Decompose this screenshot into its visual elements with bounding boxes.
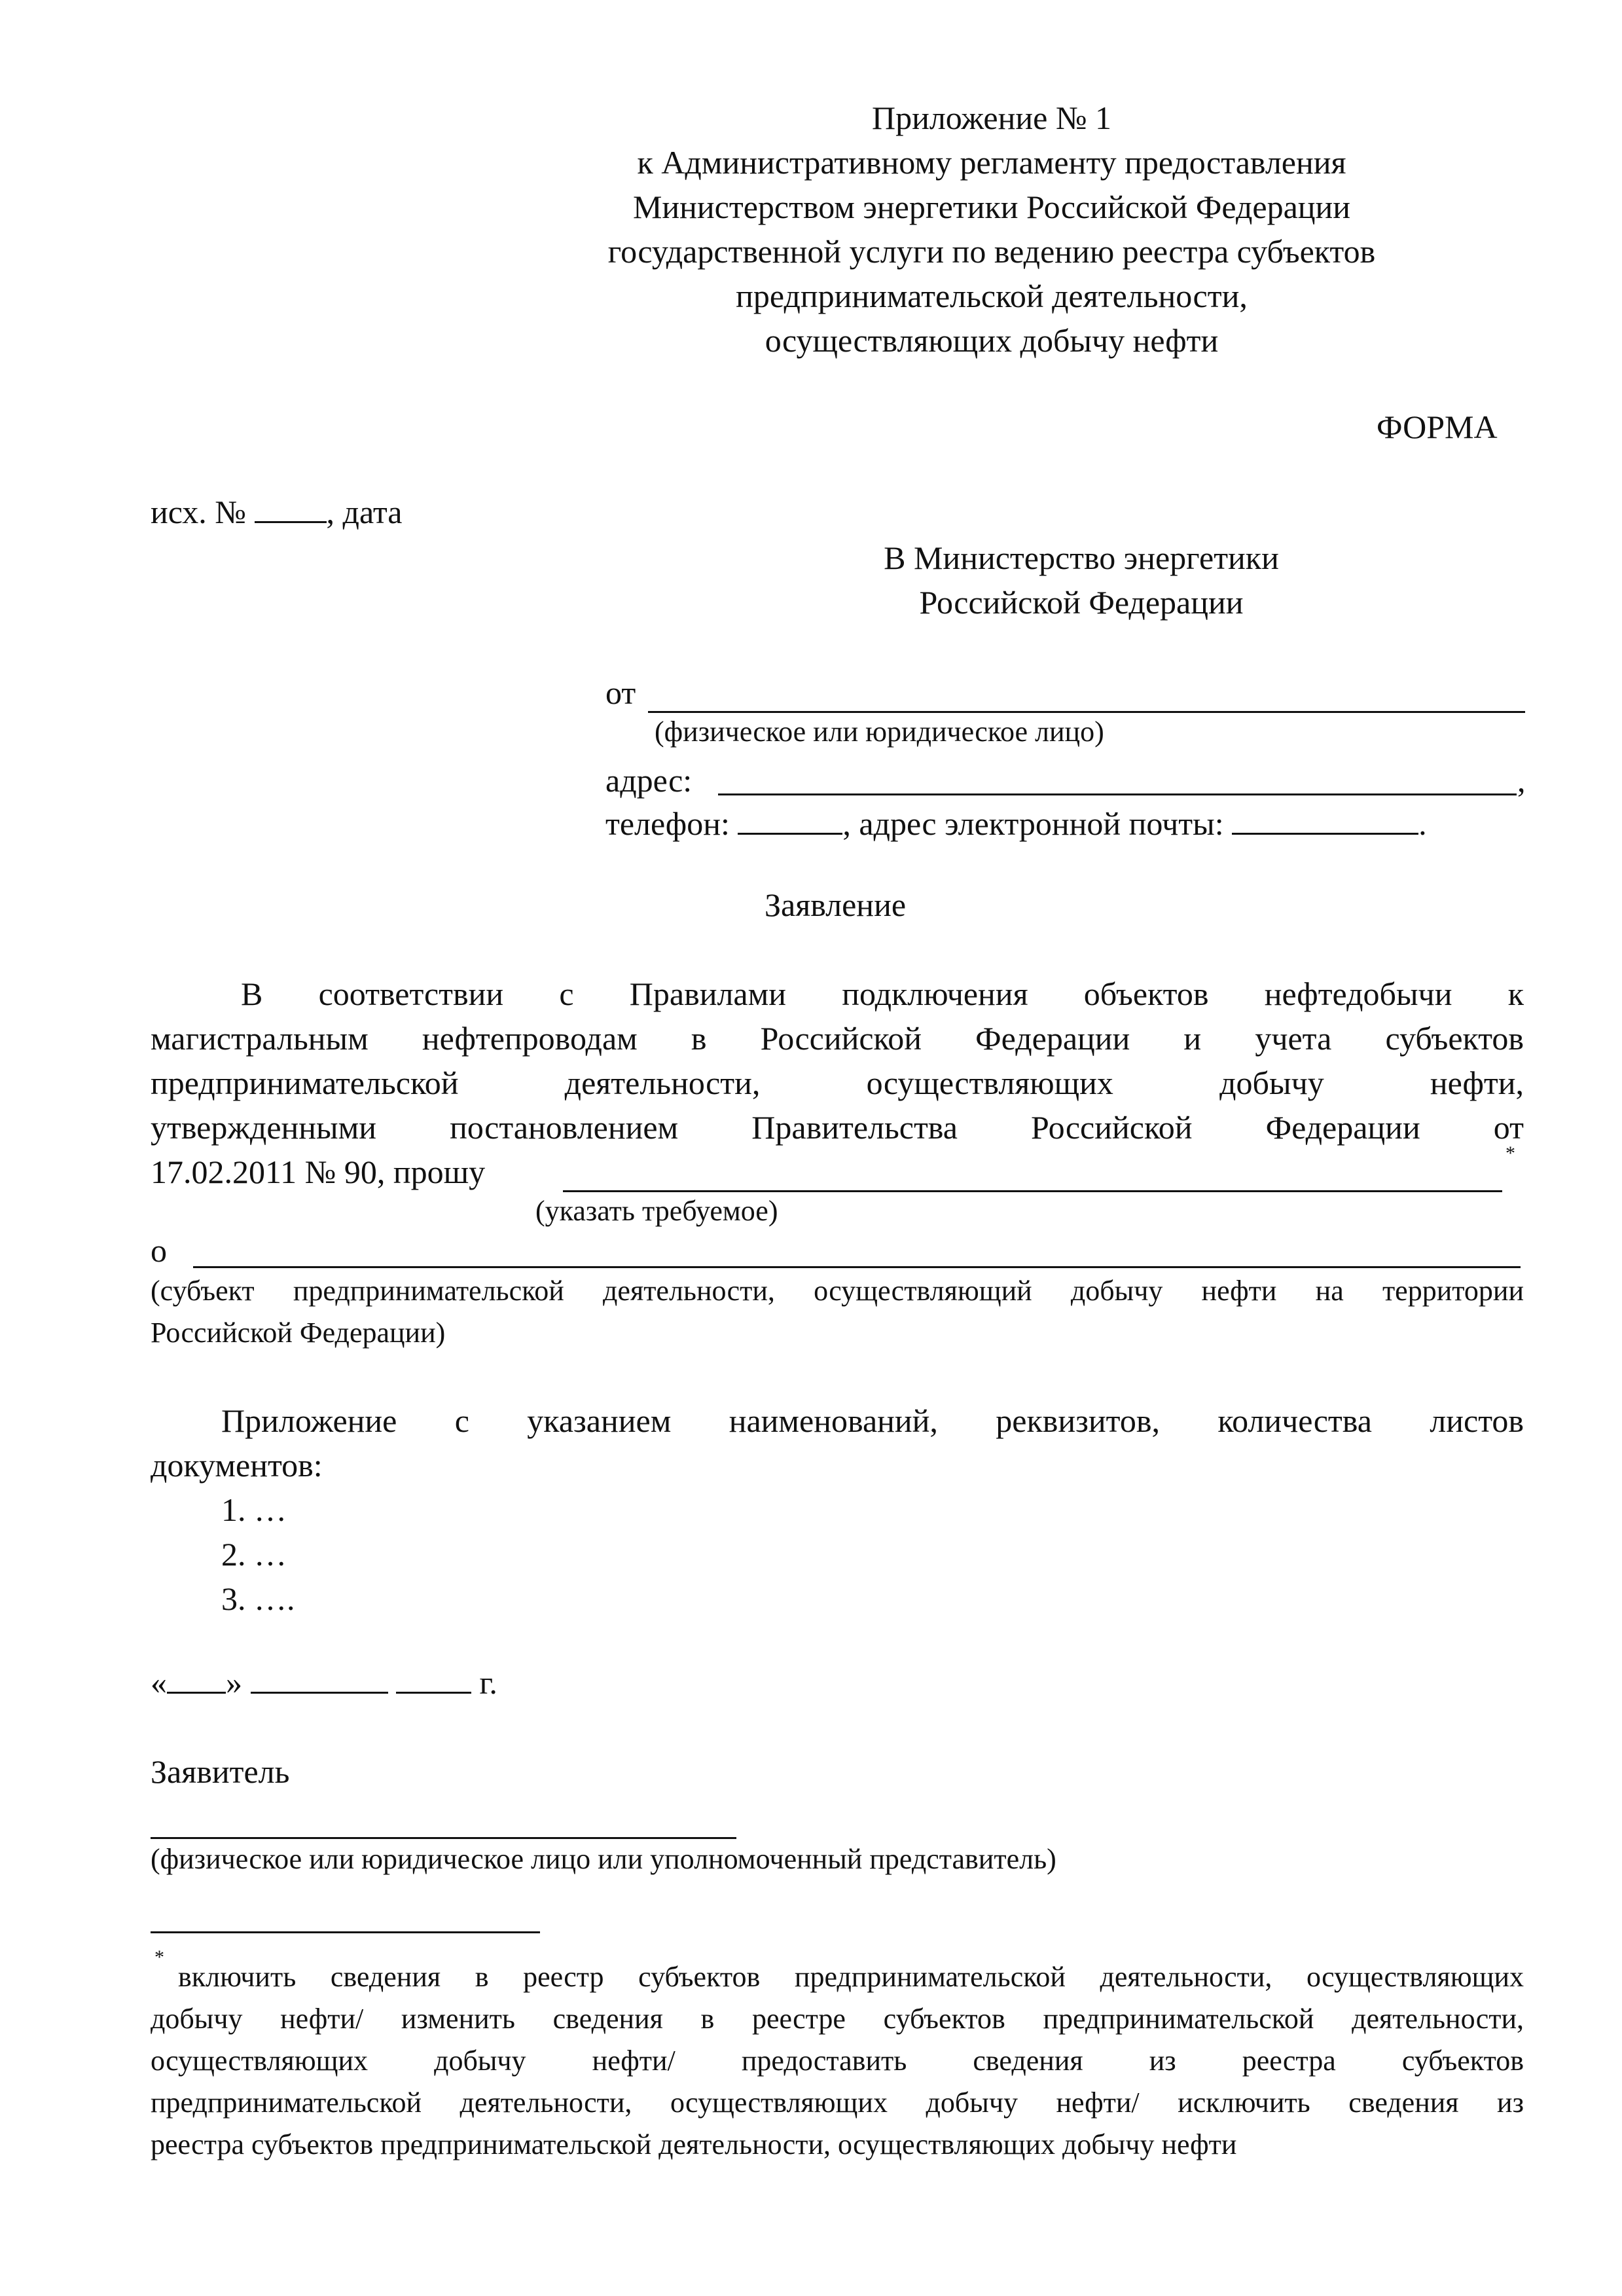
attachment-item: 3. …. (221, 1580, 295, 1617)
applicant-signature-field[interactable] (151, 1837, 736, 1839)
header-line-5: предпринимательской деятельности, (736, 278, 1248, 314)
subject-field[interactable] (193, 1266, 1521, 1268)
header-line-4: государственной услуги по ведению реестра субъектов (607, 233, 1376, 270)
footnote-line-2: добычу нефти/ изменить сведения в реестре субъектов предпринимательской деятельности, (151, 2003, 1524, 2035)
applicant-hint: (физическое или юридическое лицо или уполномоченный представитель) (151, 1843, 1056, 1875)
subject-hint-line-2: Российской Федерации) (151, 1317, 446, 1349)
addressee-line-2: Российской Федерации (919, 584, 1244, 621)
footnote-line-1: включить сведения в реестр субъектов предпринимательской деятельности, осуществляющих (178, 1961, 1524, 1993)
date-open-quote: « (151, 1664, 167, 1701)
body-line-5-prefix: 17.02.2011 № 90, прошу (151, 1154, 486, 1190)
phone-label: телефон: (605, 805, 730, 842)
body-line-3: предпринимательской деятельности, осуществляющих добычу нефти, (151, 1065, 1524, 1101)
footnote-line-4: предпринимательской деятельности, осуществляющих добычу нефти/ исключить сведения из (151, 2086, 1524, 2119)
from-hint: (физическое или юридическое лицо) (655, 716, 1104, 748)
phone-email-line (605, 804, 1427, 843)
footnote-mark: * (154, 1946, 164, 1968)
date-line (151, 1663, 497, 1702)
email-period: . (1418, 805, 1427, 842)
attachments-intro-line-2: документов: (151, 1447, 323, 1484)
address-field[interactable] (718, 793, 1517, 795)
header-line-3: Министерством энергетики Российской Федерации (632, 189, 1351, 225)
address-label: адрес: (605, 762, 693, 799)
footnote-line-3: осуществляющих добычу нефти/ предоставить сведения из реестра субъектов (151, 2045, 1524, 2077)
form-label: ФОРМА (1377, 409, 1498, 445)
header-line-6: осуществляющих добычу нефти (765, 322, 1219, 359)
addressee-line-1: В Министерство энергетики (884, 539, 1279, 576)
date-day-field[interactable] (167, 1666, 226, 1694)
footnote-ref: * (1505, 1142, 1515, 1164)
footnote-line-5: реестра субъектов предпринимательской деятельности, осуществляющих добычу нефти (151, 2128, 1237, 2160)
phone-field[interactable] (738, 807, 842, 835)
from-label: от (605, 674, 636, 711)
email-field[interactable] (1232, 807, 1418, 835)
date-month-field[interactable] (251, 1666, 388, 1694)
attachment-item: 1. … (221, 1491, 287, 1528)
about-label: о (151, 1232, 167, 1269)
document-title: Заявление (764, 886, 907, 923)
from-field[interactable] (648, 711, 1525, 713)
date-year-suffix: г. (479, 1664, 497, 1701)
header-line-2: к Административному регламенту предоставления (637, 144, 1346, 181)
attachment-item: 2. … (221, 1536, 287, 1573)
body-line-2: магистральным нефтепроводам в Российской Федерации и учета субъектов (151, 1020, 1524, 1057)
body-line-4: утвержденными постановлением Правительства Российской Федерации от (151, 1109, 1524, 1146)
outgoing-number-line (151, 492, 403, 532)
outgoing-prefix: исх. № (151, 494, 246, 530)
appendix-number: Приложение № 1 (871, 100, 1112, 136)
address-comma: , (1517, 762, 1526, 799)
request-field[interactable] (563, 1190, 1502, 1192)
date-year-field[interactable] (396, 1666, 471, 1694)
body-line-1: В соответствии с Правилами подключения объектов нефтедобычи к (241, 975, 1524, 1012)
applicant-label: Заявитель (151, 1753, 290, 1790)
subject-hint-line-1: (субъект предпринимательской деятельности, осуществляющий добычу нефти на территории (151, 1275, 1524, 1307)
footnote-separator (151, 1931, 540, 1933)
request-hint: (указать требуемое) (535, 1195, 778, 1227)
email-label: , адрес электронной почты: (842, 805, 1224, 842)
date-close-quote: » (226, 1664, 242, 1701)
outgoing-number-field[interactable] (255, 495, 327, 523)
outgoing-suffix: , дата (326, 494, 403, 530)
attachments-intro-line-1: Приложение с указанием наименований, реквизитов, количества листов (221, 1402, 1524, 1439)
